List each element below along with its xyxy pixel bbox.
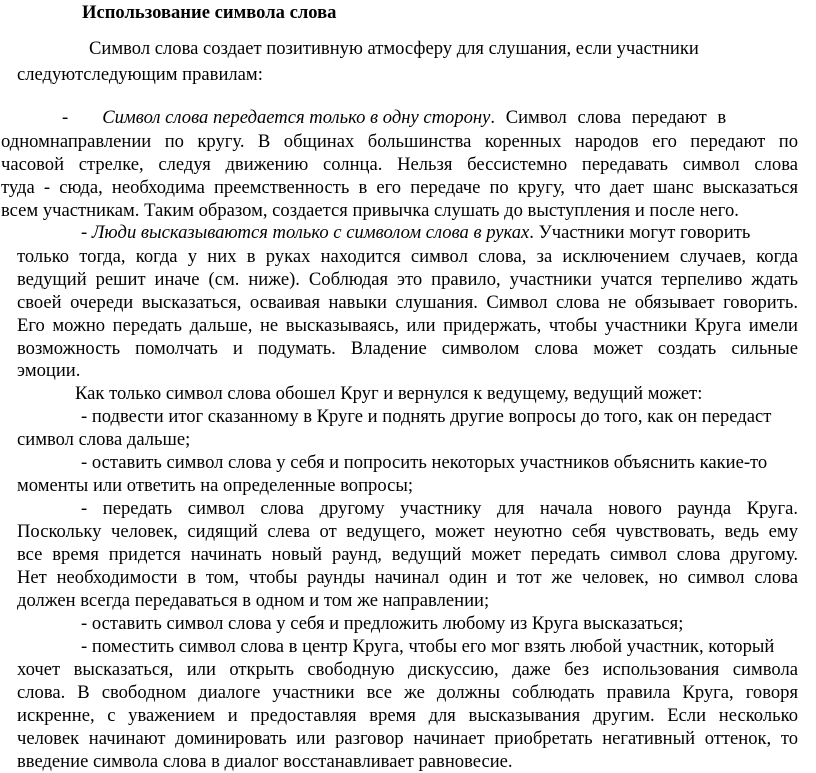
- intro-line-1: Символ слова создает позитивную атмосферу для слушания, если участники: [89, 38, 699, 59]
- rule-1-rest: . Символ слова передают в: [490, 107, 727, 128]
- rule-2-line: только тогда, когда у них в руках находится символ слова, за исключением случаев, когда: [17, 246, 798, 267]
- rule-2-line: Его можно передать дальше, не высказываясь, или придержать, чтобы участники Круга имели: [17, 315, 798, 336]
- option-3-line: Поскольку человек, сидящий слева от ведущего, может неуютно себя чувствовать, ведь ему: [17, 521, 798, 542]
- rule-1-line: одномнаправлении по кругу. В общинах большинства коренных народов его передают по: [1, 131, 798, 152]
- option-3-line: Нет необходимости в том, чтобы раунды начинал один и тот же человек, но символ слова: [17, 567, 798, 588]
- option-2-line: моменты или ответить на определенные вопросы;: [17, 475, 414, 496]
- option-5-line: введение символа слова в диалог восстанавливает равновесие.: [17, 751, 513, 772]
- option-5-line: искренне, с уважением и предоставляя время для высказывания другим. Если несколько: [17, 705, 798, 726]
- intro-line-2: следуютследующим правилам:: [17, 64, 263, 85]
- rule-1-dash: -: [62, 107, 69, 128]
- option-2-first-line: - оставить символ слова у себя и попросить некоторых участников объяснить какие-то: [81, 452, 768, 473]
- rule-2-italic: Люди высказываются только с символом слова в руках: [91, 222, 530, 243]
- rule-1-first-line: [62, 107, 798, 129]
- option-5-line: человек начинают доминировать или разговор начинает приобретать негативный оттенок, то: [17, 728, 798, 749]
- rule-1-line: туда - сюда, необходима преемственность в его передаче по кругу, что дает шанс высказаться: [1, 177, 798, 198]
- option-3-line: должен всегда передаваться в одном и том же направлении;: [17, 590, 490, 611]
- rule-2-line: возможность помолчать и подумать. Владение символом слова может создать сильные: [17, 338, 798, 359]
- option-3-first-line: - передать символ слова другому участнику для начала нового раунда Круга.: [81, 498, 798, 519]
- option-5-line: слова. В свободном диалоге участники все же должны соблюдать правила Круга, говоря: [17, 682, 798, 703]
- rule-2-line: своей очереди высказаться, осваивая навыки слушания. Символ слова не обязывает говорить.: [17, 292, 798, 313]
- document-title: Использование символа слова: [82, 2, 337, 23]
- rule-2-line: ведущий решит иначе (см. ниже). Соблюдая это правило, участники учатся терпеливо ждать: [17, 269, 798, 290]
- option-5-line: хочет высказаться, или открыть свободную дискуссию, даже без использования символа: [17, 659, 798, 680]
- rule-2-line: эмоции.: [17, 360, 81, 381]
- rule-2-first-line: [81, 222, 750, 244]
- leader-intro: Как только символ слова обошел Круг и вернулся к ведущему, ведущий может:: [75, 383, 703, 404]
- option-4-first-line: - оставить символ слова у себя и предложить любому из Круга высказаться;: [81, 613, 684, 634]
- rule-1-italic: Символ слова передается только в одну сторону: [102, 107, 491, 128]
- option-5-first-line: - поместить символ слова в центр Круга, чтобы его мог взять любой участник, который: [81, 636, 775, 657]
- rule-1-line: всем участникам. Таким образом, создается привычка слушать до выступления и после него.: [1, 200, 739, 221]
- option-3-line: все время придется начинать новый раунд, ведущий может передать символ слова другому.: [17, 544, 798, 565]
- rule-2-rest: . Участники могут говорить: [529, 222, 751, 243]
- rule-2-dash: -: [81, 222, 88, 243]
- option-1-first-line: - подвести итог сказанному в Круге и поднять другие вопросы до того, как он передаст: [81, 406, 772, 427]
- option-1-line: символ слова дальше;: [17, 429, 191, 450]
- rule-1-line: часовой стрелке, следуя движению солнца. Нельзя бессистемно передавать символ слова: [1, 154, 798, 175]
